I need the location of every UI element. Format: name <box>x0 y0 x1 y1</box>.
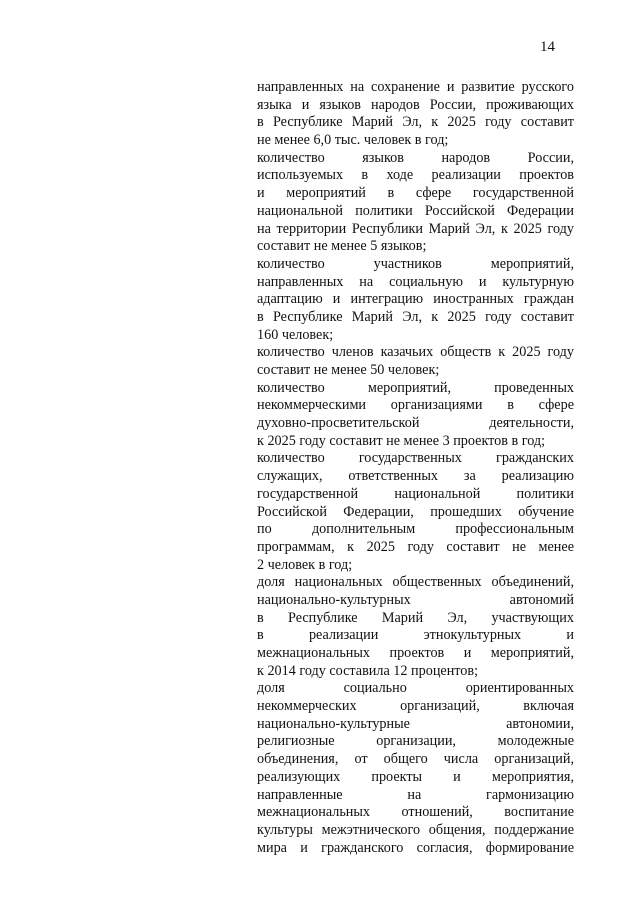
text-line: служащих, ответственных за реализацию <box>257 468 574 485</box>
text-line: в реализации этнокультурных и <box>257 627 574 644</box>
text-line: культуры межэтнического общения, поддержание <box>257 821 574 838</box>
text-line: некоммерческих организаций, включая <box>257 698 574 715</box>
document-paragraph <box>257 150 574 256</box>
text-line: в Республике Марий Эл, участвующих <box>257 609 574 626</box>
text-line: 160 человек; <box>257 326 334 343</box>
text-line: адаптацию и интеграцию иностранных граждан <box>257 291 574 308</box>
text-line: используемых в ходе реализации проектов <box>257 167 574 184</box>
text-line: 2 человек в год; <box>257 556 353 573</box>
document-body <box>257 79 574 857</box>
text-line: не менее 6,0 тыс. человек в год; <box>257 132 449 149</box>
text-line: национально-культурные автономии, <box>257 715 574 732</box>
document-paragraph <box>257 344 574 379</box>
document-paragraph <box>257 79 574 150</box>
text-line: к 2025 году составит не менее 3 проектов в год; <box>257 432 546 449</box>
text-line: количество государственных гражданских <box>257 450 574 467</box>
text-line: количество мероприятий, проведенных <box>257 379 574 396</box>
text-line: на территории Республики Марий Эл, к 2025 году <box>257 220 574 237</box>
document-paragraph <box>257 380 574 451</box>
text-line: доля национальных общественных объединений, <box>257 574 574 591</box>
text-line: направленных на социальную и культурную <box>257 273 574 290</box>
text-line: по дополнительным профессиональным <box>257 521 574 538</box>
text-line: Российской Федерации, прошедших обучение <box>257 503 574 520</box>
text-line: составит не менее 5 языков; <box>257 238 427 255</box>
text-line: направленных на сохранение и развитие русского <box>257 79 574 95</box>
text-line: духовно-просветительской деятельности, <box>257 415 574 432</box>
text-line: межнациональных проектов и мероприятий, <box>257 645 574 661</box>
text-line: к 2014 году составила 12 процентов; <box>257 662 479 679</box>
text-line: реализующих проекты и мероприятия, <box>257 768 574 785</box>
document-paragraph <box>257 256 574 344</box>
text-line: в Республике Марий Эл, к 2025 году составит <box>257 114 574 131</box>
text-line: государственной национальной политики <box>257 485 574 502</box>
text-line: количество членов казачьих обществ к 2025 году <box>257 344 574 361</box>
text-line: мира и гражданского согласия, формирование <box>257 839 574 856</box>
document-paragraph <box>257 574 574 680</box>
text-line: количество языков народов России, <box>257 149 574 166</box>
text-line: языка и языков народов России, проживающих <box>257 96 574 113</box>
text-line: направленные на гармонизацию <box>257 786 574 803</box>
text-line: объединения, от общего числа организаций, <box>257 751 574 768</box>
text-line: религиозные организации, молодежные <box>257 733 574 750</box>
text-line: количество участников мероприятий, <box>257 255 574 272</box>
text-line: программам, к 2025 году составит не менее <box>257 538 574 555</box>
text-line: национальной политики Российской Федерации <box>257 202 574 219</box>
text-line: национально-культурных автономий <box>257 591 574 608</box>
page-number: 14 <box>540 39 555 55</box>
text-line: доля социально ориентированных <box>257 680 574 697</box>
text-line: и мероприятий в сфере государственной <box>257 185 574 202</box>
text-line: некоммерческими организациями в сфере <box>257 397 574 414</box>
text-line: межнациональных отношений, воспитание <box>257 804 574 821</box>
text-line: в Республике Марий Эл, к 2025 году составит <box>257 308 574 325</box>
text-line: составит не менее 50 человек; <box>257 362 440 378</box>
document-paragraph <box>257 450 574 574</box>
document-paragraph <box>257 680 574 857</box>
